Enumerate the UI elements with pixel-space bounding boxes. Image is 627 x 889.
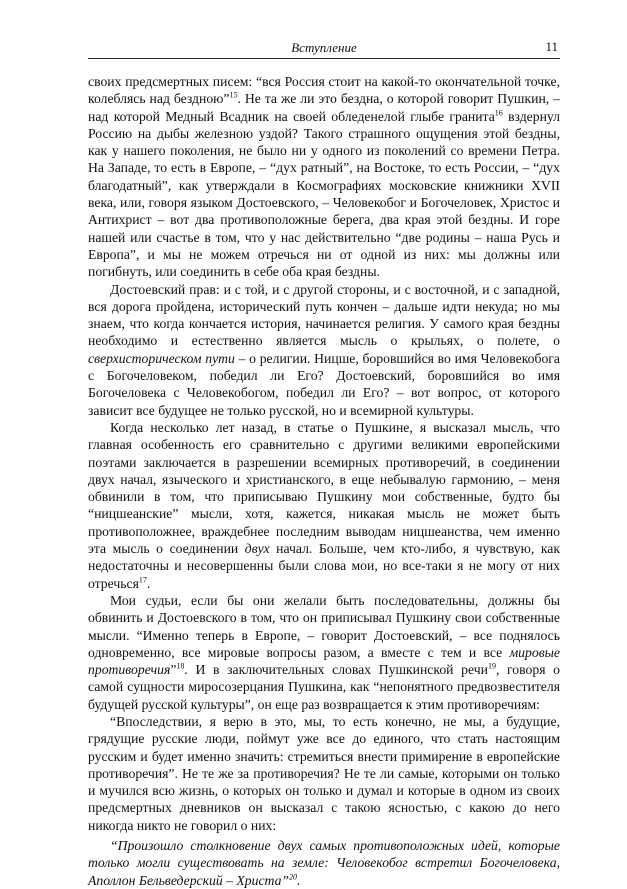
text-run: Мои судьи, если бы они желали быть последовательны, должны бы обвинить и Достоевского в том, что он приписывал Пушкину свои собственные мысли. “Именно теперь в Европе, – говорит Достоевский, – все поднялось одновременно, все мировые вопросы разом, а вместе с тем и все	[88, 592, 560, 660]
footnote-ref: 19	[487, 661, 496, 671]
text-run: своих предсмертных писем: “вся Россия стоит на какой-то окончательной точке, колеблясь над бездною”	[88, 74, 560, 107]
text-run: .	[297, 872, 301, 888]
italic-text: двух	[244, 541, 270, 557]
text-run: ”	[170, 662, 177, 678]
paragraph	[88, 592, 560, 713]
text-run: вздернул Россию на дыбы железною уздой? Такого страшного ощущения этой бездны, как у нашего поколения, не было ни у одного из поколений со времени Петра. На Западе, то есть в Европе, – “дух ратный”, на Востоке, то есть России, – “дух благодатный”, как утверждали в Космографиях московские книжники XVII века, или, говоря языком Достоевского, – Человекобог и Богочеловек, Христос и Антихрист – вот два противоположные берега, два края этой бездны. И горе нашей или счастье в том, что у нас действительно “две родины – наша Русь и Европа”, и мы не можем отречься ни от одной из них: мы должны или погибнуть, или соединить в себе оба края бездны.	[88, 108, 560, 280]
italic-text: сверхисторическом пути	[88, 350, 235, 366]
footnote-ref: 17	[138, 575, 147, 585]
paragraph	[88, 713, 560, 834]
text-run: .	[146, 575, 151, 591]
footnote-ref: 18	[176, 661, 185, 671]
paragraph	[88, 419, 560, 592]
italic-text: мировые противоречия	[88, 644, 560, 678]
paragraph	[88, 281, 560, 419]
text-run: начал. Больше, чем кто-либо, я чувствую, как недостаточны и несовершенны были слова мои, но все-таки я не могу от них отречься	[88, 541, 561, 591]
running-title: Вступление	[291, 40, 357, 55]
footnote-ref: 20	[289, 872, 298, 882]
paragraph	[88, 73, 560, 281]
text-run: . И в заключительных словах Пушкинской речи	[184, 662, 488, 678]
text-run: “Произошло столкновение двух самых противоположных идей, которые только могли существовать на земле: Человекобог встретил Богочеловека, Аполлон Бельведерский – Христа”	[88, 838, 560, 888]
text-run: “Впоследствии, я верю в это, мы, то есть конечно, не мы, а будущие, грядущие русские люди, поймут уже все до единого, что стать настоящим русским и будет именно значить: стремиться внести примирение в европейские противоречия”. Не те же за противоречия? Не те ли самые, которыми он только и мучился всю жизнь, о которых он только и думал и которые в одном из своих предсмертных дневников он высказал с такою ясностью, с какою до него никогда никто не говорил о них:	[88, 713, 560, 833]
text-run: , говоря о самой сущности миросозерцания Пушкина, как “непонятного предвозвестителя будущей русской культуры”, он еще раз возвращается к этим противоречиям:	[88, 662, 560, 712]
text-run: . Не та же ли это бездна, о которой говорит Пушкин, – над которой Медный Всадник на своей обледенелой глыбе гранита	[88, 91, 560, 124]
footnote-ref: 16	[494, 108, 503, 118]
body-text	[88, 73, 560, 889]
page-header	[88, 38, 560, 59]
text-run: – о религии. Ницше, боровшийся во имя Человекобога с Богочеловеком, победил ли Его? Достоевский, боровшийся во имя Богочеловека с Человекобогом, победил ли Его? – вот вопрос, от которого зависит все будущее не только русской, но и всемирной культуры.	[88, 350, 560, 418]
footnote-ref: 15	[229, 90, 238, 100]
block-quote	[88, 837, 560, 889]
text-run: Когда несколько лет назад, в статье о Пушкине, я высказал мысль, что главная особенность его сравнительно с другими великими европейскими поэтами заключается в разрешении всемирных противоречий, в соединении двух начал, языческого и христианского, в еще небывалую гармонию, – меня обвинили в том, что приписываю Пушкину мои собственные, будто бы “ницшеанские” мысли, хотя, кажется, никакая мысль не может быть противоположнее, враждебнее последним выводам ницшеанства, чем именно эта мысль о соединении	[88, 419, 560, 557]
text-run: Достоевский прав: и с той, и с другой стороны, и с восточной, и с западной, вся дорога пройдена, исторический путь кончен – дальше идти некуда; но мы знаем, что когда кончается история, начинается религия. У самого края бездны необходимо и естественно является мысль о крыльях, о полете, о	[88, 281, 560, 349]
page-number: 11	[545, 39, 558, 54]
